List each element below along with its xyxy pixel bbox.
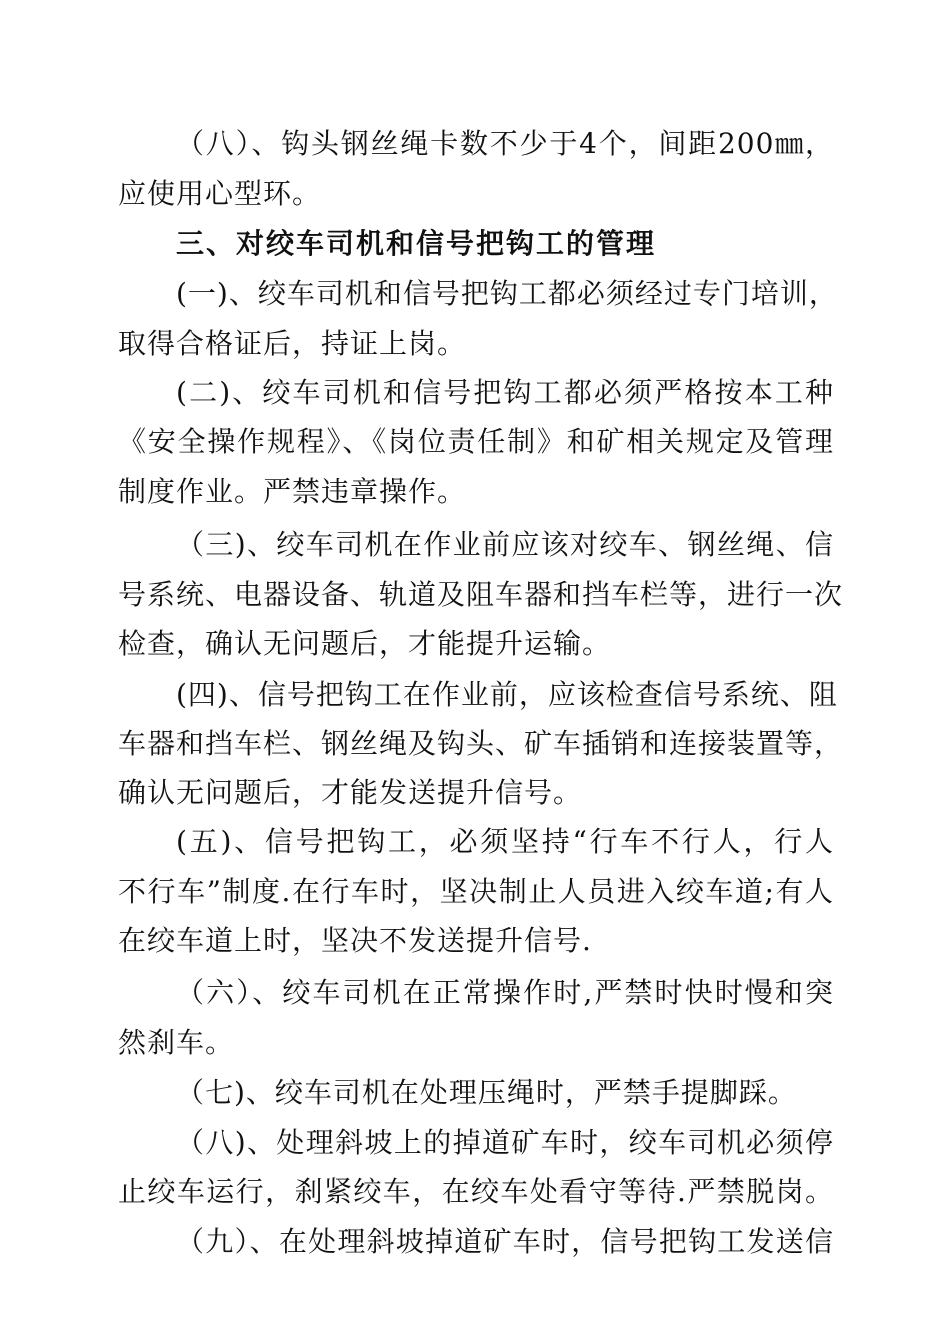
paragraph-line: (二)、绞车司机和信号把钩工都必须严格按本工种 [176,376,834,409]
paragraph-line: 检查，确认无问题后，才能提升运输。 [118,627,612,660]
paragraph-line: （七)、绞车司机在处理压绳时，严禁手提脚踩。 [176,1076,797,1109]
paragraph-line: 制度作业。严禁违章操作。 [118,475,467,508]
paragraph-line: （八)、处理斜坡上的掉道矿车时，绞车司机必须停 [176,1126,834,1159]
paragraph-line: (一)、绞车司机和信号把钩工都必须经过专门培训， [176,277,838,310]
paragraph-line: 确认无问题后，才能发送提升信号。 [118,776,583,809]
paragraph-line: （八）、钩头钢丝绳卡数不少于4个，间距200㎜， [176,127,834,160]
paragraph-line: 在绞车道上时，坚决不发送提升信号. [118,924,592,957]
paragraph-line: （六）、绞车司机在正常操作时,严禁时快时慢和突 [176,976,834,1009]
paragraph-line: （三)、绞车司机在作业前应该对绞车、钢丝绳、信 [176,528,834,561]
paragraph-line: 不行车”制度.在行车时，坚决制止人员进入绞车道;有人 [118,875,834,908]
paragraph-line: 取得合格证后，持证上岗。 [118,327,467,360]
section-heading: 三、对绞车司机和信号把钩工的管理 [176,227,657,260]
paragraph-line: （九）、在处理斜坡掉道矿车时，信号把钩工发送信 [176,1225,834,1258]
paragraph-line: 然刹车。 [118,1026,235,1059]
paragraph-line: 车器和挡车栏、钢丝绳及钩头、矿车插销和连接装置等， [118,727,844,760]
paragraph-line: 号系统、电器设备、轨道及阻车器和挡车栏等，进行一次 [118,578,844,611]
paragraph-line: 止绞车运行，刹紧绞车，在绞车处看守等待.严禁脱岗。 [118,1175,834,1208]
paragraph-line: 应使用心型环。 [118,177,322,210]
paragraph-line: (四)、信号把钩工在作业前，应该检查信号系统、阻 [176,678,838,711]
paragraph-line: (五)、信号把钩工，必须坚持“行车不行人，行人 [176,825,834,858]
paragraph-line: 《安全操作规程》、《岗位责任制》和矿相关规定及管理 [118,425,834,458]
